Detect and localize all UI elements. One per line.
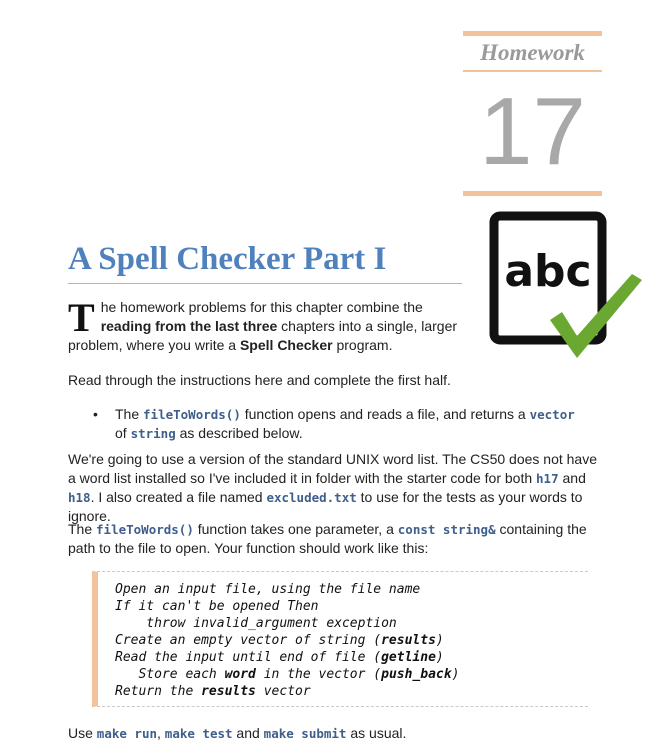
paragraph-text: Use: [68, 725, 97, 741]
intro-emphasis: Spell Checker: [239, 337, 333, 353]
inline-code: h17: [536, 471, 559, 486]
paragraph-text: containing the path to the file to open. Your function should work like this:: [68, 521, 587, 556]
page-title: A Spell Checker Part I: [68, 241, 387, 277]
homework-label: Homework: [480, 40, 585, 65]
paragraph-text: and: [558, 470, 586, 486]
bullet-text: function opens and reads a file, and returns a: [240, 406, 530, 422]
code-line: Read the input until end of file (: [115, 650, 382, 665]
inline-code: excluded.txt: [266, 490, 357, 505]
intro-paragraph: [68, 295, 474, 355]
code-line: ): [435, 633, 444, 648]
bullet-text: The: [115, 406, 144, 422]
inline-code: const string&: [397, 522, 496, 537]
paragraph-text: ,: [157, 725, 165, 741]
inline-code: make run: [96, 726, 158, 741]
code-line: Open an input file, using the file name: [115, 582, 421, 597]
code-keyword: push_back: [381, 667, 452, 682]
title-underline: [68, 283, 462, 284]
code-line: ): [435, 650, 444, 665]
code-keyword: getline: [381, 650, 436, 665]
instruction-paragraph: Read through the instructions here and complete the first half.: [68, 372, 451, 388]
code-line: Store each: [115, 667, 225, 682]
header-mid-rule: [463, 70, 602, 72]
footer-paragraph: [68, 724, 608, 743]
code-keyword: results: [381, 633, 436, 648]
bullet-text: of: [115, 425, 131, 441]
header-top-rule: [463, 31, 602, 36]
function-paragraph: [68, 520, 603, 558]
code-line: in the vector (: [255, 667, 382, 682]
wordlist-paragraph: [68, 450, 603, 526]
pseudocode: [115, 581, 459, 700]
paragraph-text: . I also created a file named: [90, 489, 267, 505]
paragraph-text: to use for the tests as your words to ignore.: [68, 489, 583, 524]
intro-text: chapters into a single, larger problem, where you write a: [68, 318, 458, 353]
inline-code: fileToWords(): [96, 522, 194, 537]
paragraph-text: function takes one parameter, a: [193, 521, 398, 537]
dropcap: T: [68, 295, 95, 340]
code-line: vector: [255, 684, 311, 699]
paragraph-text: and: [232, 725, 264, 741]
inline-code: fileToWords(): [143, 407, 241, 422]
inline-code: make test: [164, 726, 233, 741]
header-bottom-rule: [463, 191, 602, 196]
code-line: If it can't be opened Then: [115, 599, 319, 614]
bullet-dot: •: [93, 406, 98, 422]
inline-code: string: [130, 426, 176, 441]
code-line: Create an empty vector of string (: [115, 633, 382, 648]
homework-number: 17: [479, 78, 586, 185]
paragraph-text: as usual.: [346, 725, 407, 741]
code-keyword: results: [201, 684, 256, 699]
code-line: Return the: [115, 684, 202, 699]
paragraph-text: We're going to use a version of the standard UNIX word list. The CS50 does not have a word list installed so I've included it in folder with the starter code for both: [68, 451, 598, 486]
bullet-item: [93, 405, 603, 443]
bullet-text: as described below.: [175, 425, 303, 441]
intro-text: he homework problems for this chapter combine the: [100, 299, 423, 315]
paragraph-text: The: [68, 521, 97, 537]
code-line: ): [451, 667, 460, 682]
code-keyword: word: [224, 667, 256, 682]
inline-code: h18: [68, 490, 91, 505]
logo-text: abc: [504, 246, 592, 297]
inline-code: make submit: [263, 726, 347, 741]
code-line: throw invalid_argument exception: [115, 616, 397, 631]
spellcheck-checkmark-icon: [482, 208, 647, 368]
inline-code: vector: [529, 407, 575, 422]
intro-emphasis: reading from the last three: [100, 318, 278, 334]
intro-text: program.: [332, 337, 393, 353]
